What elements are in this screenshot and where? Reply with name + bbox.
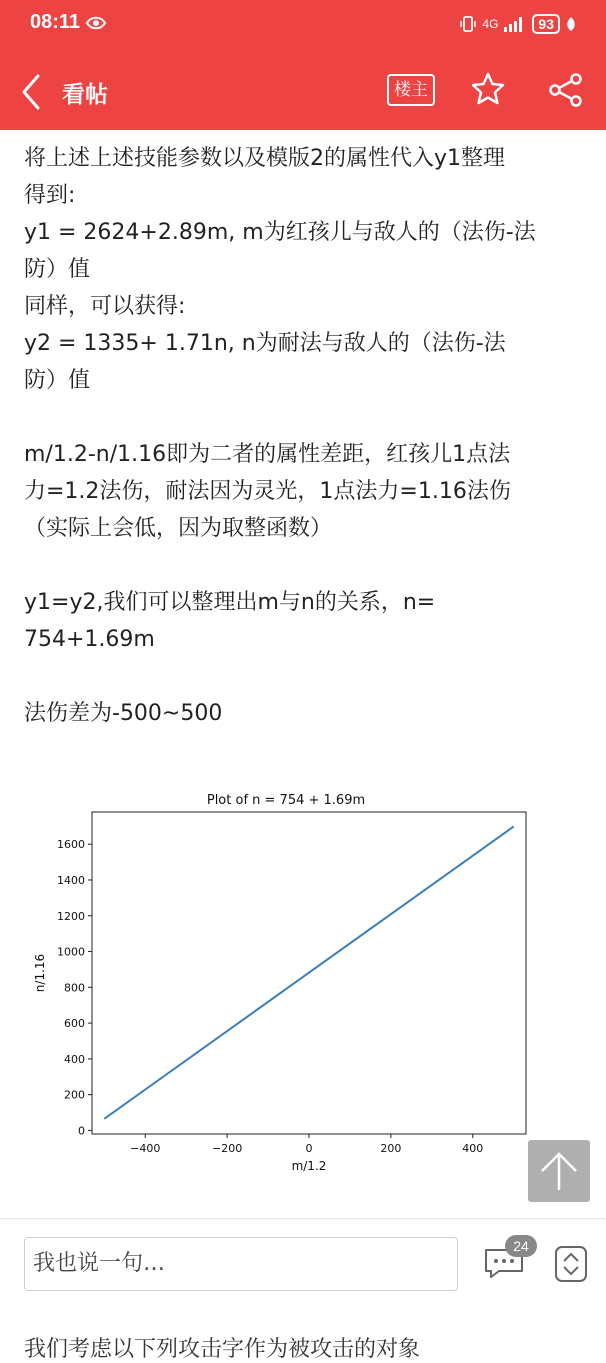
x-tick-label: 200 <box>380 1142 402 1155</box>
y-tick-label: 1000 <box>57 945 85 959</box>
favorite-star-icon[interactable] <box>470 71 506 107</box>
plot-chart <box>28 780 538 1180</box>
post-body-text: 将上述上述技能参数以及模版2的属性代入y1整理 得到: y1 = 2624+2.89m, m为红孩儿与敌人的（法伤-法 防）值 同样，可以获得: y2 = 1335+ 1.71n, n为耐法与敌人的（法伤-法 防）值 m/1.2-n/1.16即为二者的属性差距，红孩儿1点法 力=1.2法伤，耐法因为灵光，1点法力=1.16法伤 （实际上会低，因为取整函数） y1=y2,我们可以整理出m与n的关系，n= 754+1.69m 法伤差为-500~500 <box>24 146 536 726</box>
y-tick-label: 600 <box>64 1017 85 1031</box>
arrow-up-icon <box>528 1140 590 1202</box>
series-layer <box>104 826 513 1118</box>
y-tick-label: 1200 <box>57 909 85 923</box>
x-tick-label: 0 <box>305 1142 313 1155</box>
x-tick-label: 400 <box>462 1142 484 1155</box>
y-axis-ticks <box>57 838 92 1137</box>
x-tick-label: −400 <box>130 1142 161 1155</box>
page-title: 看帖 <box>62 82 108 108</box>
scroll-to-top-button[interactable] <box>528 1140 590 1202</box>
post-body-continued: 我们考虑以下列攻击字作为被攻击的对象 <box>24 1337 421 1362</box>
battery-indicator: 93 <box>532 14 560 34</box>
owner-only-button[interactable]: 楼主 <box>387 74 435 106</box>
comment-count-badge: 24 <box>505 1235 537 1257</box>
x-axis-ticks <box>130 1134 483 1155</box>
eye-icon <box>86 14 106 32</box>
status-icons <box>460 14 576 34</box>
y-tick-label: 0 <box>78 1124 85 1138</box>
comment-input[interactable]: 我也说一句… <box>24 1237 458 1291</box>
series-line <box>104 826 513 1118</box>
y-tick-label: 1600 <box>57 838 85 852</box>
y-axis-label: n/1.16 <box>33 953 47 993</box>
leaf-icon <box>566 16 576 32</box>
app-header <box>0 48 606 130</box>
share-icon[interactable] <box>549 73 583 107</box>
chart-title: Plot of n = 754 + 1.69m <box>206 793 366 808</box>
x-tick-label: −200 <box>212 1142 243 1155</box>
y-tick-label: 1400 <box>57 873 85 887</box>
signal-icon <box>504 16 526 32</box>
status-bar <box>0 0 606 48</box>
y-tick-label: 800 <box>64 981 85 995</box>
vibrate-icon <box>460 16 476 32</box>
y-tick-label: 400 <box>64 1052 85 1066</box>
back-arrow-icon[interactable] <box>18 72 46 112</box>
status-time: 08:11 <box>30 11 81 33</box>
x-axis-label: m/1.2 <box>291 1159 327 1173</box>
page-nav-icon[interactable] <box>554 1245 588 1283</box>
network-label: 4G <box>482 17 499 31</box>
y-tick-label: 200 <box>64 1088 85 1102</box>
bottom-comment-bar <box>0 1218 606 1308</box>
